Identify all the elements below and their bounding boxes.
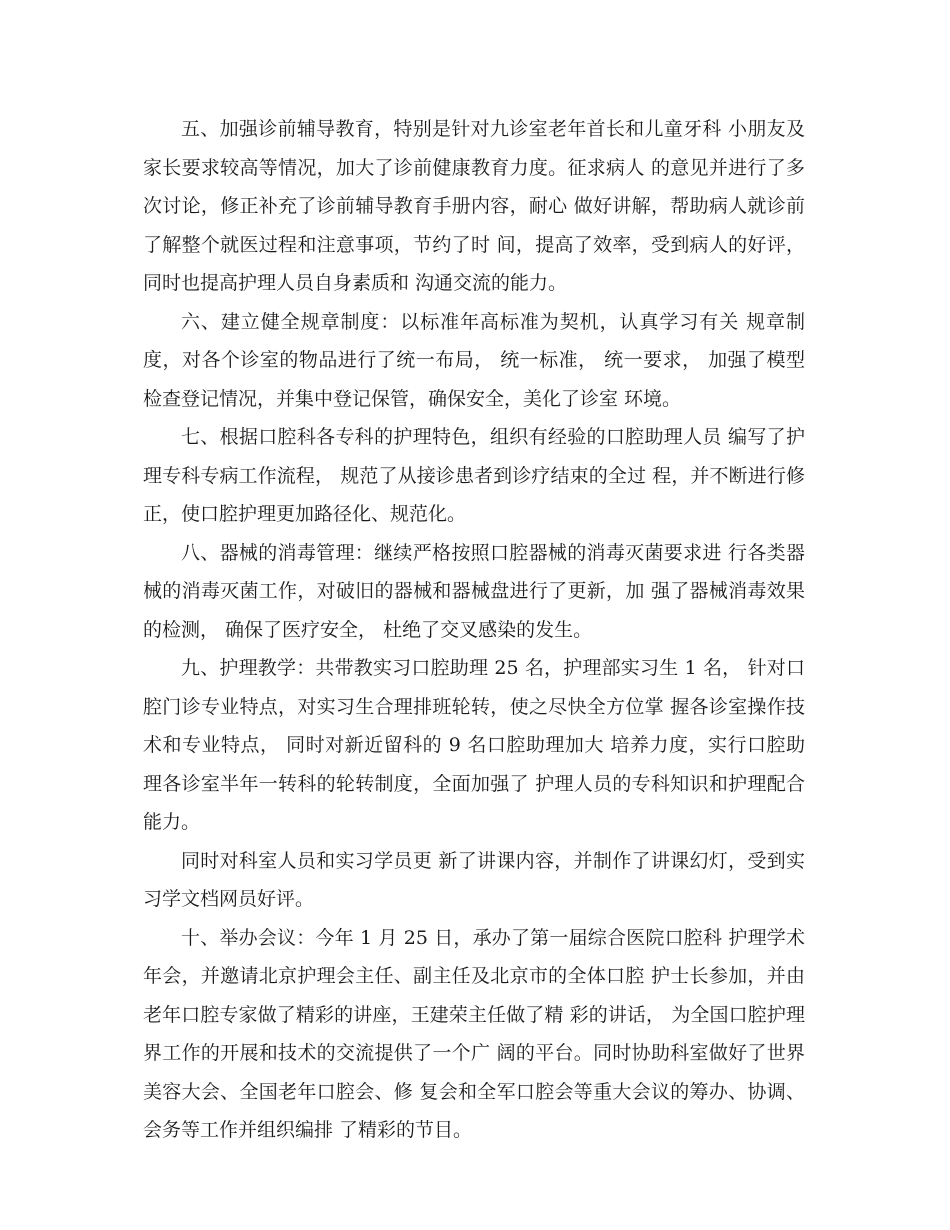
paragraph-6: 六、建立健全规章制度：以标准年高标准为契机，认真学习有关 规章制度，对各个诊室的物品进行了统一布局， 统一标准， 统一要求， 加强了模型检查登记情况，并集中登记保管，确保安全，美化了诊室 环境。 — [143, 310, 805, 410]
paragraph-10: 十、举办会议：今年 1 月 25 日，承办了第一届综合医院口腔科 护理学术年会，并邀请北京护理会主任、副主任及北京市的全体口腔 护士长参加，并由老年口腔专家做了精彩的讲座，王建荣主任做了精 彩的讲话， 为全国口腔护理界工作的开展和技术的交流提供了一个广 阔的平台。同时协助科室做好了世界美容大会、全国老年口腔会、修 复会和全军口腔会等重大会议的筹办、协调、会务等工作并组织编排 了精彩的节目。 — [143, 926, 805, 1141]
paragraph-9: 九、护理教学：共带教实习口腔助理 25 名，护理部实习生 1 名， 针对口腔门诊专业特点，对实习生合理排班轮转，使之尽快全方位掌 握各诊室操作技术和专业特点， 同时对新近留科的 9 名口腔助理加大 培养力度，实行口腔助理各诊室半年一转科的轮转制度，全面加强了 护理人员的专科知识和护理配合能力。 — [143, 657, 805, 833]
paragraph-5: 五、加强诊前辅导教育，特别是针对九诊室老年首长和儿童牙科 小朋友及家长要求较高等情况，加大了诊前健康教育力度。征求病人 的意见并进行了多次讨论，修正补充了诊前辅导教育手册内容，耐心 做好讲解，帮助病人就诊前了解整个就医过程和注意事项，节约了时 间，提高了效率，受到病人的好评，同时也提高护理人员自身素质和 沟通交流的能力。 — [143, 118, 805, 294]
paragraph-9-continued: 同时对科室人员和实习学员更 新了讲课内容，并制作了讲课幻灯，受到实习学文档网员好评。 — [143, 849, 805, 910]
paragraph-8: 八、器械的消毒管理：继续严格按照口腔器械的消毒灭菌要求进 行各类器械的消毒灭菌工作，对破旧的器械和器械盘进行了更新，加 强了器械消毒效果的检测， 确保了医疗安全， 杜绝了交叉感染的发生。 — [143, 541, 805, 641]
paragraph-7: 七、根据口腔科各专科的护理特色，组织有经验的口腔助理人员 编写了护理专科专病工作流程， 规范了从接诊患者到诊疗结束的全过 程，并不断进行修正，使口腔护理更加路径化、规范化。 — [143, 426, 805, 525]
document-body — [143, 110, 805, 1150]
